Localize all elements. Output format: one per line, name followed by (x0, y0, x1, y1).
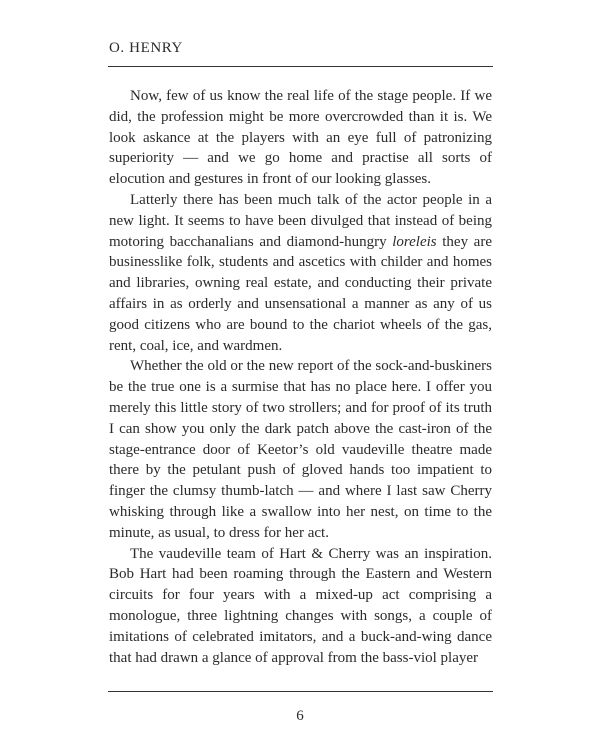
paragraph: The vaudeville team of Hart & Cherry was an inspiration. Bob Hart had been roaming through the Eastern and Western circuits for four years with a mixed-up act comprising a monologue, three lightning changes with songs, a couple of imitations of celebrated imitators, and a buck-and-wing dance that had drawn a glance of approval from the bass-viol player (109, 545, 492, 666)
paragraph (109, 190, 492, 356)
page-number: 6 (296, 708, 304, 724)
running-head: O. HENRY (109, 40, 183, 56)
header-rule (108, 66, 493, 67)
paragraph: Whether the old or the new report of the sock-and-buskiners be the true one is a surmise that has no place here. I offer you merely this little story of two strollers; and for proof of its truth I can show you only the dark patch above the cast-iron of the stage-entrance door of Keetor’s old vaudeville theatre made there by the petulant push of gloved hands too impatient to finger the clumsy thumb-latch — and where I last saw Cherry whisking through like a swallow into her nest, on time to the minute, as usual, to dress for her act. (109, 358, 492, 541)
paragraph-text: Latterly there has been much talk of the actor people in a new light. It seems to have been divulged that instead of being motoring bacchanalians and diamond-hungry (109, 191, 492, 250)
body-text (109, 86, 492, 668)
emphasis-text: loreleis (392, 233, 437, 250)
footer-rule (108, 691, 493, 692)
paragraph-text: they are businesslike folk, students and ascetics with childer and homes and libraries, owning real estate, and conducting their private affairs in as orderly and unsensational a manner as any of us good citizens who are bound to the chariot wheels of the gas, rent, coal, ice, and wardmen. (109, 233, 492, 354)
paragraph: Now, few of us know the real life of the stage people. If we did, the profession might be more overcrowded than it is. We look askance at the players with an eye full of patronizing superiority — and we go home and practise all sorts of elocution and gestures in front of our looking glasses. (109, 88, 492, 188)
